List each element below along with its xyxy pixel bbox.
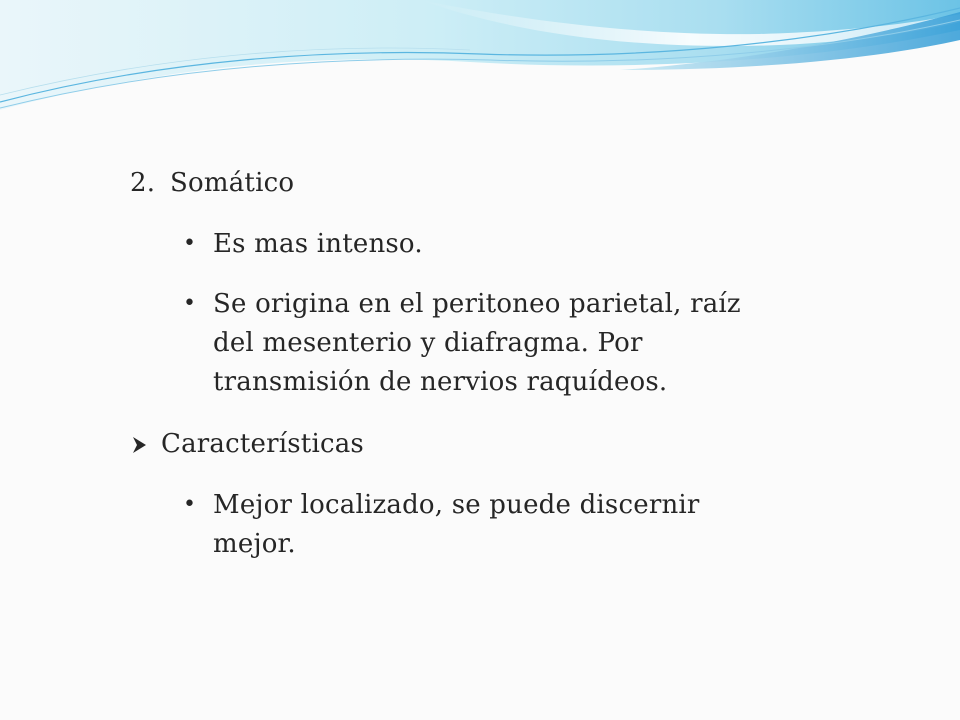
arrow-bullet-icon <box>131 427 149 463</box>
bullet-text-line: Mejor localizado, se puede discernir <box>213 490 700 520</box>
bullet-dot: • <box>183 291 196 316</box>
subheading-text: Características <box>161 429 364 459</box>
bullet-text-line: del mesenterio y diafragma. Por <box>213 328 643 358</box>
section-number: 2. <box>130 168 156 198</box>
bullet-text-line: Se origina en el peritoneo parietal, raíz <box>213 289 741 319</box>
bullet-dot: • <box>183 492 196 517</box>
bullet-text: Es mas intenso. <box>213 229 423 259</box>
bullet-text-line: transmisión de nervios raquídeos. <box>213 367 668 397</box>
section-title: Somático <box>170 168 295 198</box>
bullet-text-line: mejor. <box>213 529 296 559</box>
bullet-dot: • <box>183 231 196 256</box>
